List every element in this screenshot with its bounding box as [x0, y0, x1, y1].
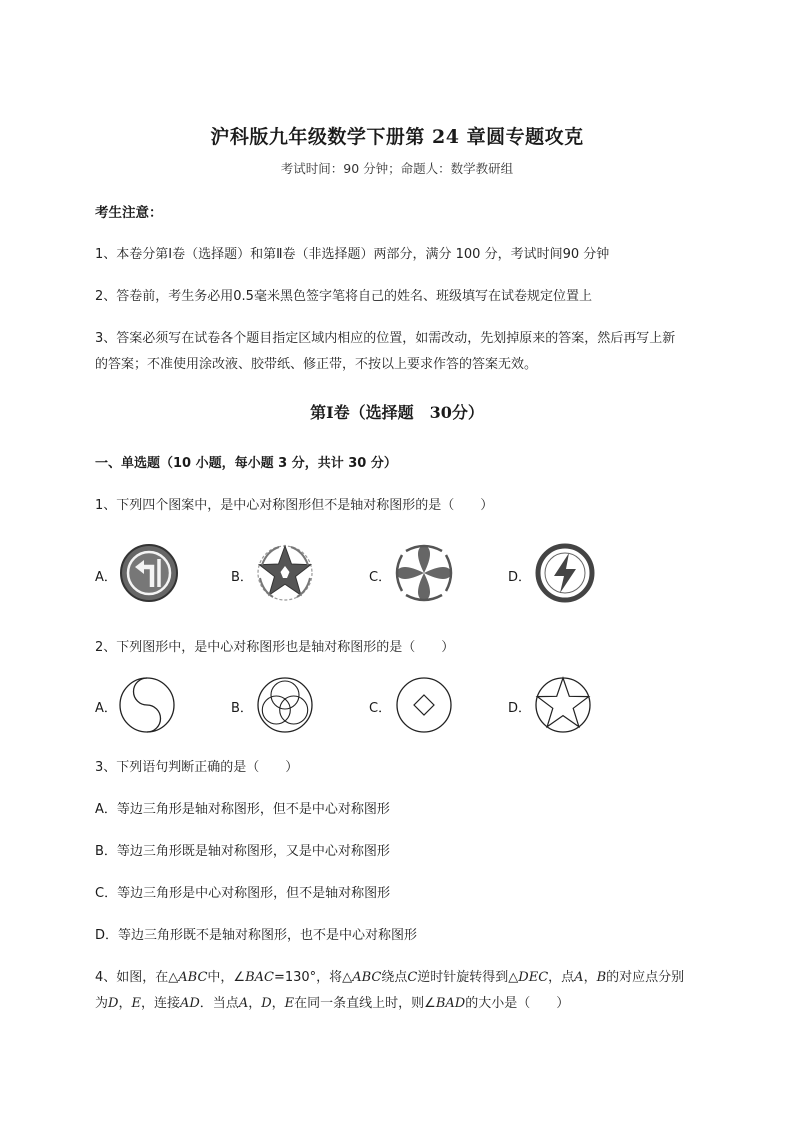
q2-option-c-label[interactable]: C．	[369, 701, 392, 716]
question-2: 2、下列图形中，是中心对称图形也是轴对称图形的是（ ）	[95, 640, 455, 655]
q2-option-b-label[interactable]: B．	[231, 701, 253, 716]
question-3: 3、下列语句判断正确的是（ ）	[95, 760, 299, 775]
q1-b-star-icon	[255, 543, 315, 603]
section-title: 第Ⅰ卷（选择题 30分）	[310, 403, 484, 422]
note-3-cont: 的答案；不准使用涂改液、胶带纸、修正带，不按以上要求作答的答案无效。	[95, 357, 538, 372]
note-3: 3、答案必须写在试卷各个题目指定区域内相应的位置，如需改动，先划掉原来的答案，然后再写上新	[95, 331, 676, 346]
q1-a-turn-sign-icon	[119, 543, 179, 603]
q1-c-petal-icon	[394, 543, 454, 603]
q1-option-d-label[interactable]: D．	[508, 570, 532, 585]
note-1: 1、本卷分第Ⅰ卷（选择题）和第Ⅱ卷（非选择题）两部分，满分 100 分，考试时间90 分钟	[95, 247, 610, 262]
q2-b-three-circles-icon	[255, 675, 315, 735]
question-4-line-1: 4、如图，在△ABC中，∠BAC=130°，将△ABC绕点C逆时针旋转得到△DEC，点A，B的对应点分别	[95, 970, 685, 985]
q1-d-lightning-icon	[535, 543, 595, 603]
q1-option-a-label[interactable]: A．	[95, 570, 117, 585]
question-4-line-2: 为D，E，连接AD．当点A，D，E在同一条直线上时，则∠BAD的大小是（ ）	[95, 996, 570, 1011]
q2-option-a-label[interactable]: A．	[95, 701, 117, 716]
page-title: 沪科版九年级数学下册第 24 章圆专题攻克	[210, 126, 584, 148]
exam-info: 考试时间：90 分钟；命题人：数学教研组	[280, 161, 514, 176]
notes-heading: 考生注意：	[95, 205, 163, 221]
q2-option-d-label[interactable]: D．	[508, 701, 532, 716]
q2-d-star-circle-icon	[533, 675, 593, 735]
part-heading: 一、单选题（10 小题，每小题 3 分，共计 30 分）	[95, 456, 397, 471]
q2-a-yin-yang-icon	[117, 675, 177, 735]
q1-option-c-label[interactable]: C．	[369, 570, 392, 585]
q3-option-c[interactable]: C．等边三角形是中心对称图形，但不是轴对称图形	[95, 886, 391, 901]
q1-option-b-label[interactable]: B．	[231, 570, 253, 585]
q2-c-coin-icon	[394, 675, 454, 735]
note-2: 2、答卷前，考生务必用0.5毫米黑色签字笔将自己的姓名、班级填写在试卷规定位置上	[95, 289, 592, 304]
question-1: 1、下列四个图案中，是中心对称图形但不是轴对称图形的是（ ）	[95, 498, 494, 513]
q3-option-b[interactable]: B．等边三角形既是轴对称图形，又是中心对称图形	[95, 844, 390, 859]
q3-option-a[interactable]: A．等边三角形是轴对称图形，但不是中心对称图形	[95, 802, 390, 817]
q3-option-d[interactable]: D．等边三角形既不是轴对称图形，也不是中心对称图形	[95, 928, 418, 943]
